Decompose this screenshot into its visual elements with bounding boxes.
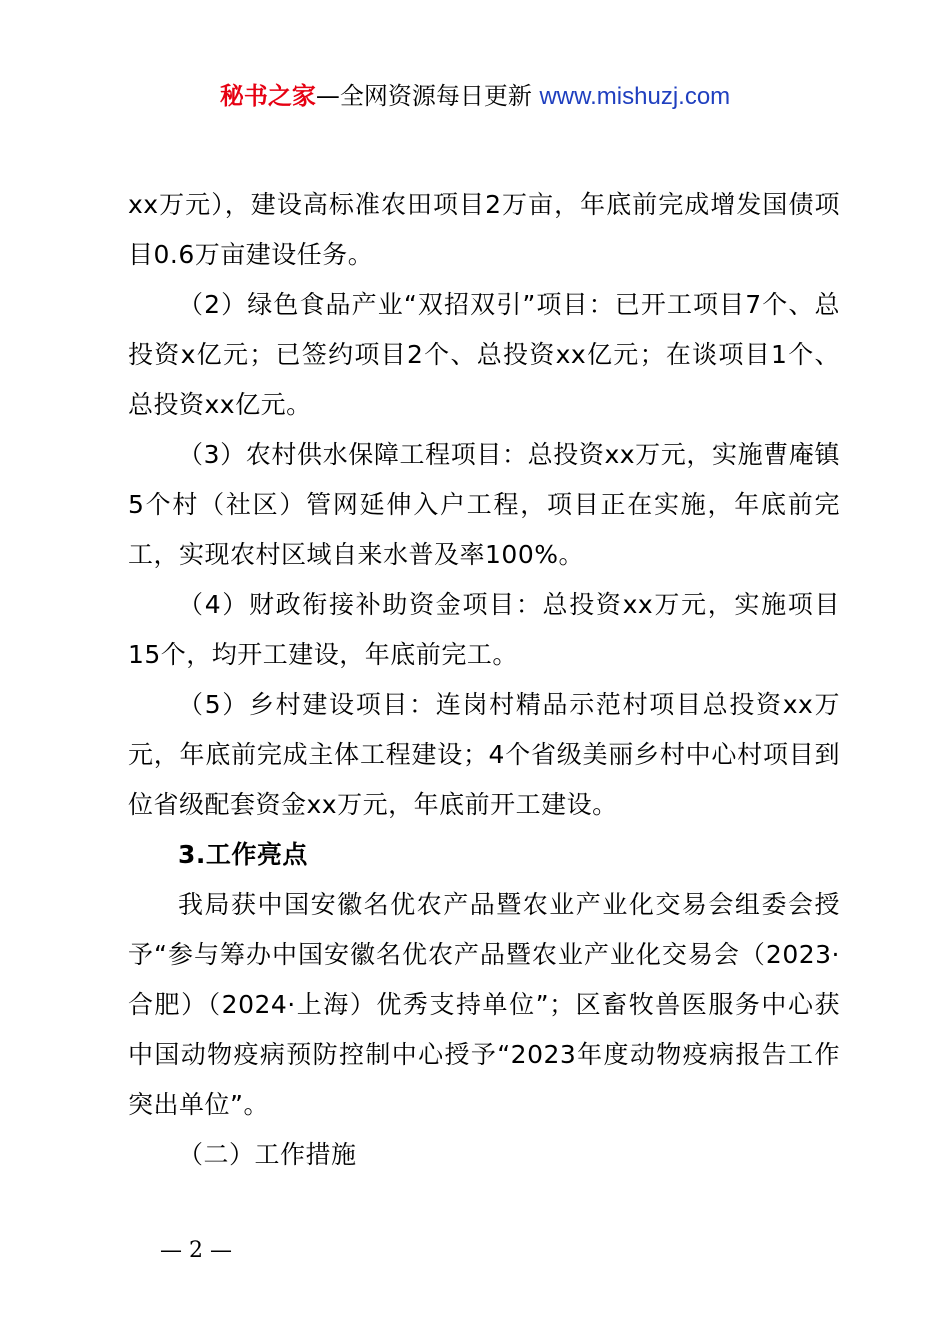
paragraph-item-5: （5）乡村建设项目：连岗村精品示范村项目总投资xx万元，年底前完成主体工程建设；4个省级美丽乡村中心村项目到位省级配套资金xx万元，年底前开工建设。 (128, 690, 840, 819)
paragraph-item-2: （2）绿色食品产业“双招双引”项目：已开工项目7个、总投资x亿元；已签约项目2个、总投资xx亿元；在谈项目1个、总投资xx亿元。 (128, 290, 840, 419)
paragraph-continuation: xx万元），建设高标准农田项目2万亩，年底前完成增发国债项目0.6万亩建设任务。 (128, 190, 840, 269)
section-heading-highlights: 3.工作亮点 (178, 840, 308, 869)
paragraph-highlights: 我局获中国安徽名优农产品暨农业产业化交易会组委会授予“参与筹办中国安徽名优农产品暨农业产业化交易会（2023·合肥）（2024·上海）优秀支持单位”；区畜牧兽医服务中心获中国动物疫病预防控制中心授予“2023年度动物疫病报告工作突出单位”。 (128, 890, 840, 1119)
paragraph-item-4: （4）财政衔接补助资金项目：总投资xx万元，实施项目15个，均开工建设，年底前完工。 (128, 590, 840, 669)
site-header (0, 80, 950, 113)
paragraph-item-3: （3）农村供水保障工程项目：总投资xx万元，实施曹庵镇5个村（社区）管网延伸入户工程，项目正在实施，年底前完工，实现农村区域自来水普及率100%。 (128, 440, 840, 569)
page-number: — 2 — (160, 1238, 232, 1263)
brand-name: 秘书之家 (219, 82, 316, 110)
header-tagline: —全网资源每日更新 (315, 82, 532, 110)
site-url[interactable]: www.mishuzj.com (539, 83, 731, 110)
section-heading-measures: （二）工作措施 (178, 1140, 357, 1169)
document-body (128, 180, 840, 1180)
